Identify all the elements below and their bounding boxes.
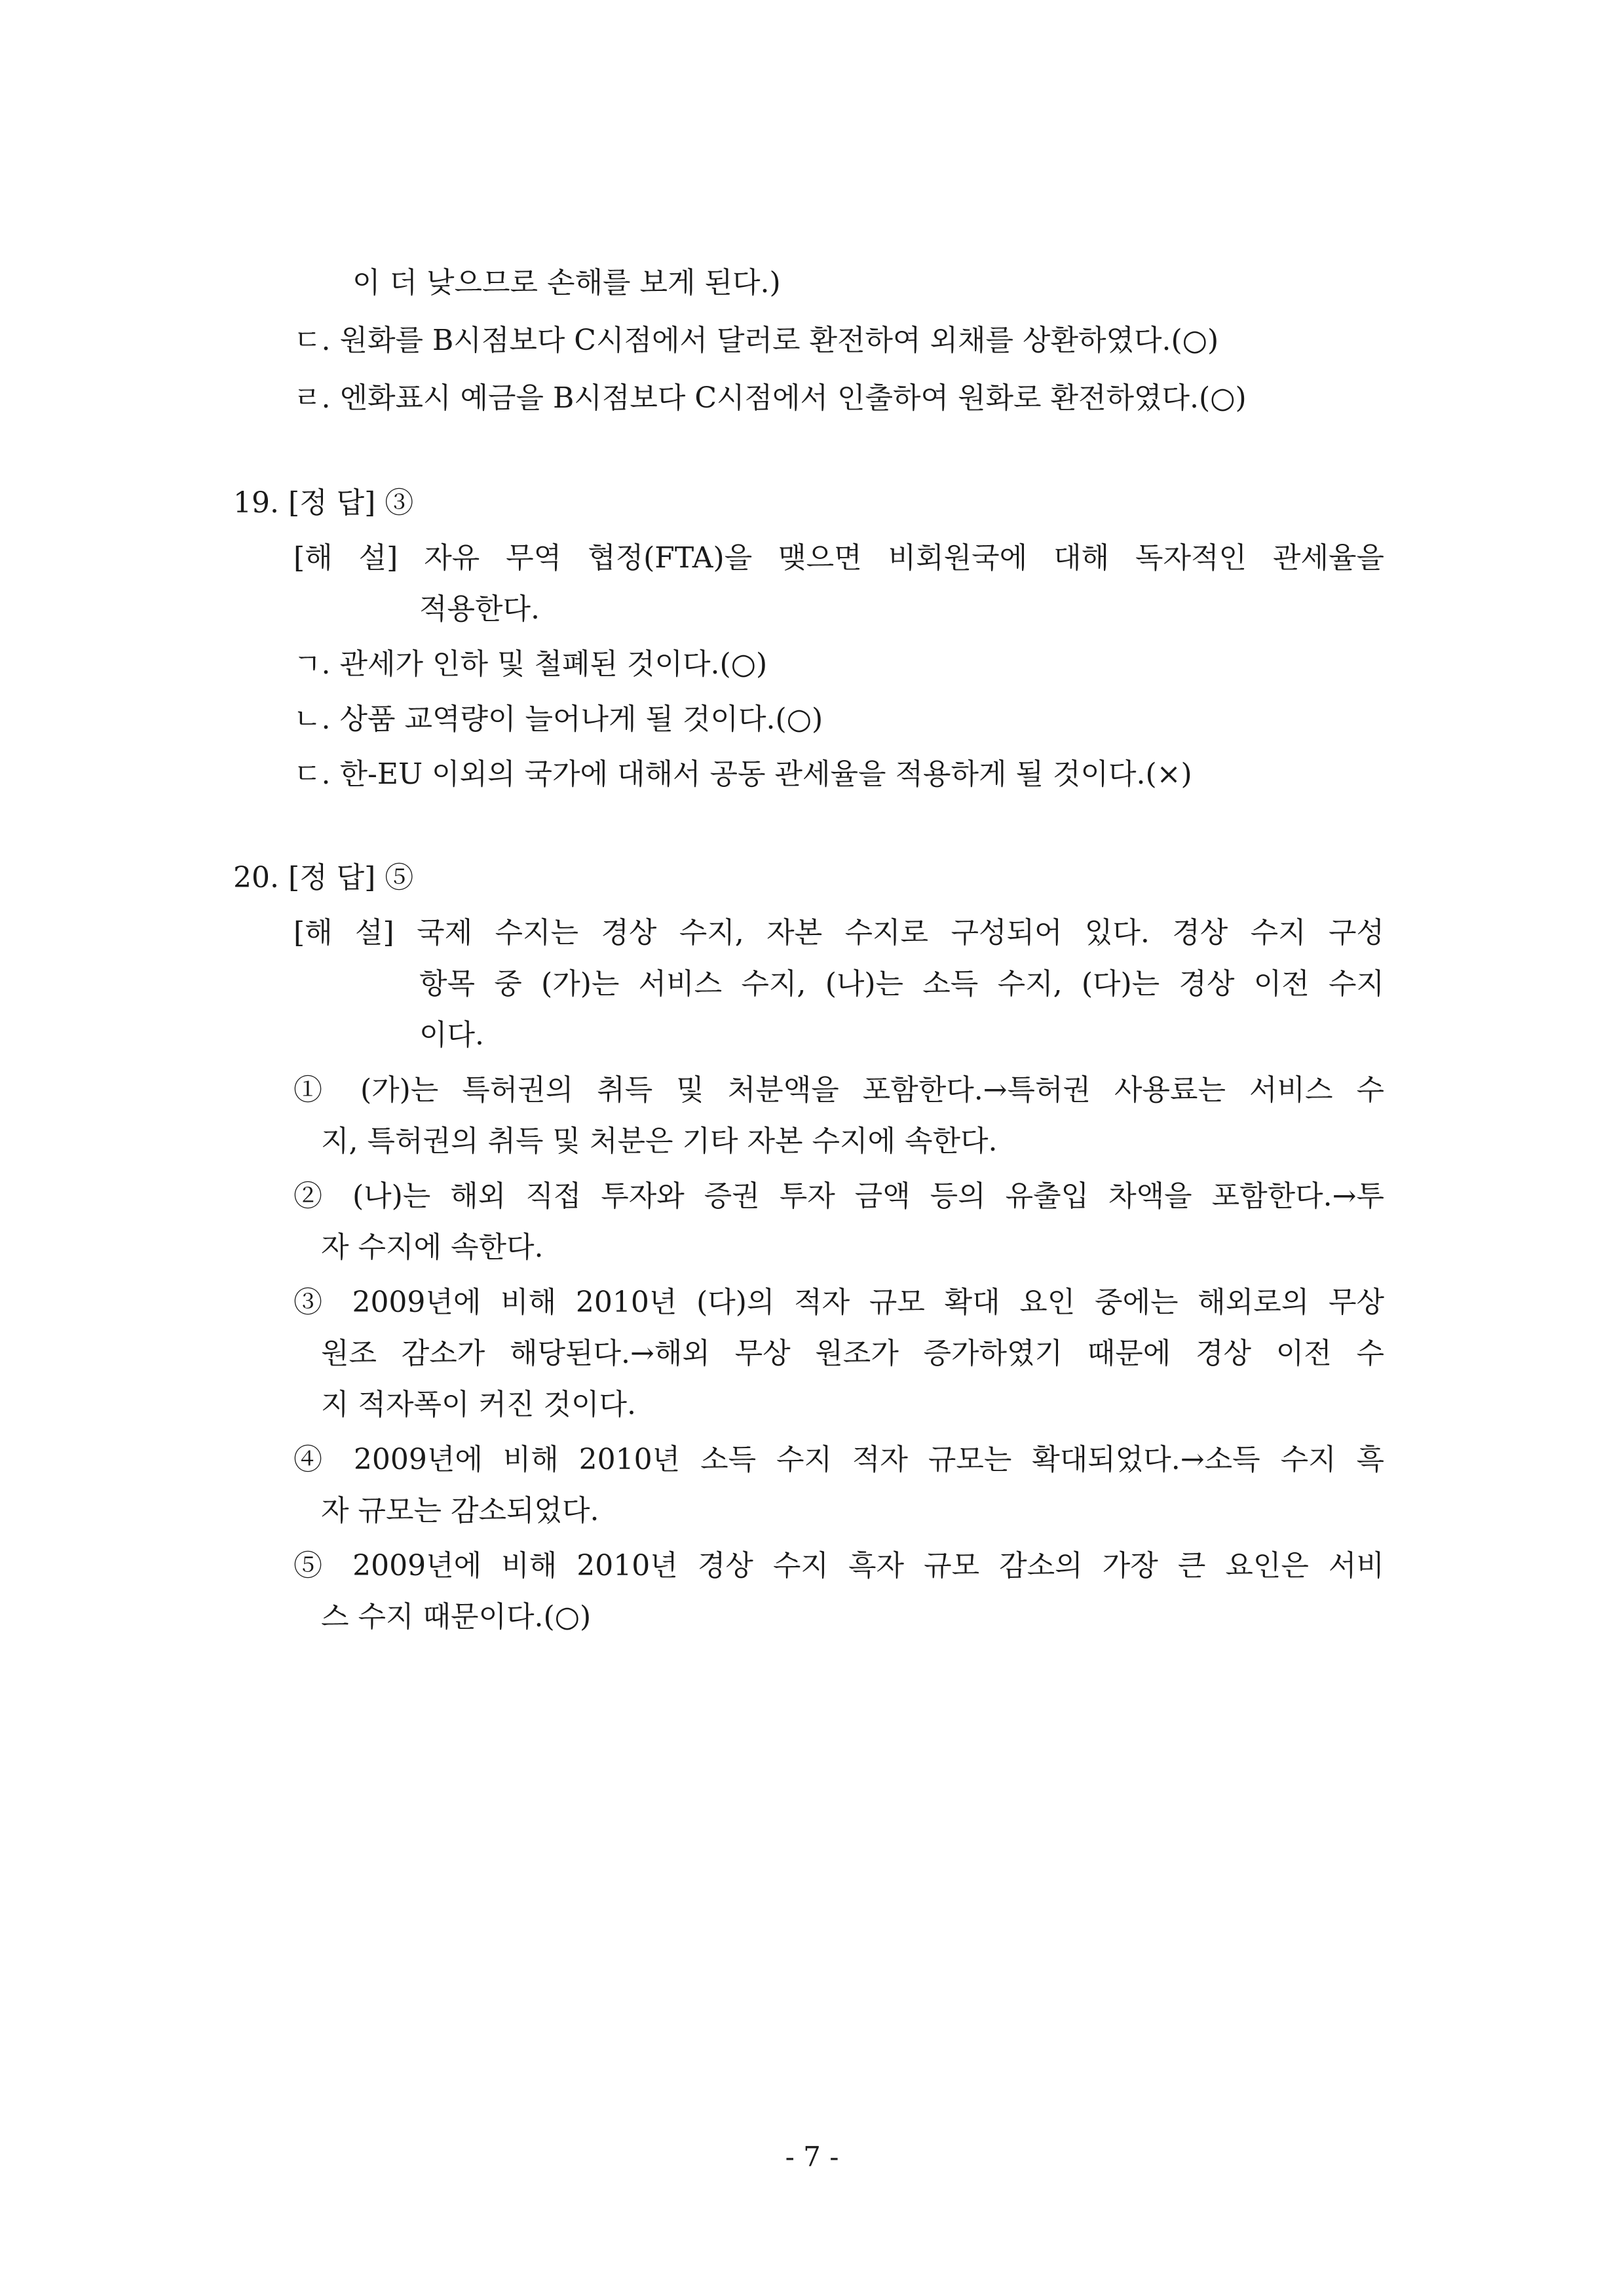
continuation-line: 이 더 낮으므로 손해를 보게 된다.) [352,266,781,299]
q19-item-b: ㄴ. 상품 교역량이 늘어나게 될 것이다.(○) [293,702,823,736]
q20-explanation-line3: 이다. [419,1018,484,1052]
q20-option-3-line3: 지 적자폭이 커진 것이다. [321,1388,636,1421]
q20-option-1-line1: ① (가)는 특허권의 취득 및 처분액을 포함한다.→특허권 사용료는 서비스 수 [293,1073,1384,1107]
q20-option-3-line2: 원조 감소가 해당된다.→해외 무상 원조가 증가하였기 때문에 경상 이전 수 [321,1337,1384,1370]
q20-option-3-line1: ③ 2009년에 비해 2010년 (다)의 적자 규모 확대 요인 중에는 해외로의 무상 [293,1286,1384,1319]
q19-item-c: ㄷ. 한-EU 이외의 국가에 대해서 공동 관세율을 적용하게 될 것이다.(×) [293,757,1192,791]
q19-item-a: ㄱ. 관세가 인하 및 철폐된 것이다.(○) [293,647,768,681]
q20-option-2-line1: ② (나)는 해외 직접 투자와 증권 투자 금액 등의 유출입 차액을 포함한다.→투 [293,1179,1384,1213]
q20-option-5-line2: 스 수지 때문이다.(○) [321,1600,592,1634]
q20-answer: 20. [정 답] ⑤ [233,861,414,894]
q20-option-5-line1: ⑤ 2009년에 비해 2010년 경상 수지 흑자 규모 감소의 가장 큰 요인은 서비 [293,1549,1384,1582]
q20-option-4-line1: ④ 2009년에 비해 2010년 소득 수지 적자 규모는 확대되었다.→소득 수지 흑 [293,1443,1384,1476]
prev-item-c: ㄷ. 원화를 B시점보다 C시점에서 달러로 환전하여 외채를 상환하였다.(○) [293,324,1219,357]
q20-option-1-line2: 지, 특허권의 취득 및 처분은 기타 자본 수지에 속한다. [321,1124,998,1158]
q19-explanation-line1: [해 설] 자유 무역 협정(FTA)을 맺으면 비회원국에 대해 독자적인 관세율을 [293,541,1384,575]
q19-explanation-line2: 적용한다. [419,592,540,626]
page-number: - 7 - [785,2141,839,2173]
q19-answer: 19. [정 답] ③ [233,486,414,520]
q20-explanation-line1: [해 설] 국제 수지는 경상 수지, 자본 수지로 구성되어 있다. 경상 수지 구성 [293,916,1384,949]
prev-item-d: ㄹ. 엔화표시 예금을 B시점보다 C시점에서 인출하여 원화로 환전하였다.(○) [293,381,1247,415]
q20-option-4-line2: 자 규모는 감소되었다. [321,1494,599,1527]
q20-explanation-line2: 항목 중 (가)는 서비스 수지, (나)는 소득 수지, (다)는 경상 이전 수지 [419,967,1384,1001]
q20-option-2-line2: 자 수지에 속한다. [321,1231,544,1264]
